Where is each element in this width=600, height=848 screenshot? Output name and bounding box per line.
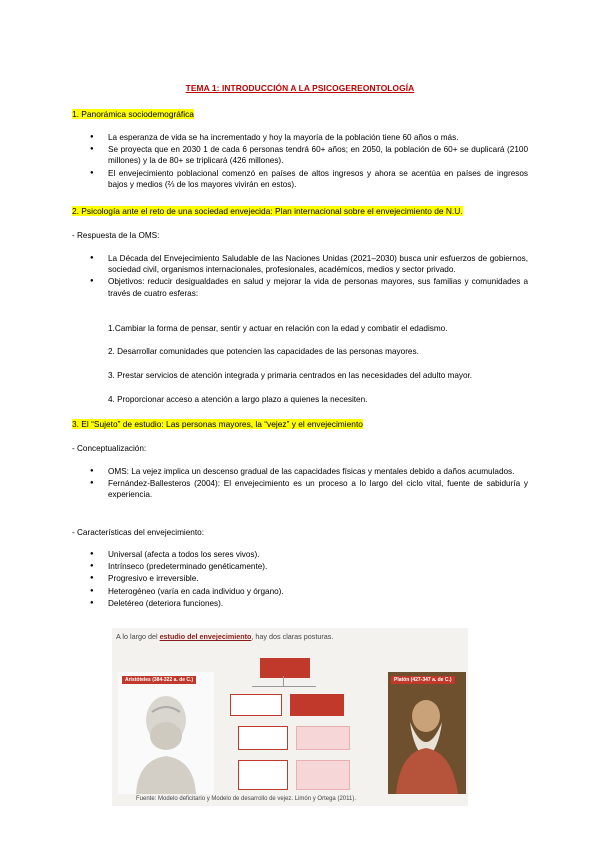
list-item: ● OMS: La vejez implica un descenso gradual de las capacidades físicas y mentales debido a daños acumulados. — [90, 466, 528, 477]
concept-list — [90, 466, 528, 502]
characteristics-intro: - Características del envejecimiento: — [72, 528, 204, 537]
diagram-root-box — [260, 658, 310, 678]
list-item: ● Objetivos: reducir desigualdades en salud y mejorar la vida de personas mayores, sus familias y comunidades a través de cuatro esferas: — [90, 276, 528, 298]
plato-portrait — [388, 672, 466, 794]
deficit-detail-box — [238, 726, 288, 750]
list-item: ● Fernández-Ballesteros (2004): El envejecimiento es un proceso a lo largo del ciclo vital, fuente de sabiduría y experiencia. — [90, 478, 528, 500]
concept-intro: - Conceptualización: — [72, 444, 147, 453]
plato-label: Platón (427-347 a. de C.) — [391, 676, 455, 684]
deficit-outcome-box — [238, 760, 288, 790]
connector — [252, 686, 316, 687]
aging-models-figure — [112, 628, 468, 806]
section2-list — [90, 253, 528, 300]
bust-icon — [118, 672, 214, 794]
section2-heading: 2. Psicología ante el reto de una sociedad envejecida: Plan internacional sobre el envejecimiento de N.U. — [72, 206, 463, 216]
figure-source: Fuente: Modelo deficitario y Modelo de desarrollo de vejez. Limón y Ortega (2011). — [136, 796, 357, 802]
list-item: ● Se proyecta que en 2030 1 de cada 6 personas tendrá 60+ años; en 2050, la población de 60+ se duplicará (2100 millones) y la de 80+ se triplicará (426 millones). — [90, 144, 528, 166]
characteristics-list — [90, 549, 528, 610]
aristotle-portrait — [118, 672, 214, 794]
numbered-item-2: 2. Desarrollar comunidades que potencien las capacidades de las personas mayores. — [108, 347, 419, 356]
aristotle-label: Aristóteles (384-322 a. de C.) — [122, 676, 196, 684]
list-item: ● Universal (afecta a todos los seres vivos). — [90, 549, 528, 560]
list-item: ● Intrínseco (predeterminado genéticamente). — [90, 561, 528, 572]
numbered-item-1: 1.Cambiar la forma de pensar, sentir y actuar en relación con la edad y combatir el edadismo. — [108, 324, 448, 333]
section1-list — [90, 132, 528, 191]
connector — [283, 676, 284, 686]
section3-heading: 3. El “Sujeto” de estudio: Las personas mayores, la “vejez” y el envejecimiento — [72, 419, 363, 429]
deficit-model-box — [230, 694, 282, 716]
list-item: ● La esperanza de vida se ha incrementado y hoy la mayoría de la población tiene 60 años o más. — [90, 132, 528, 143]
section2-intro: - Respuesta de la OMS: — [72, 231, 160, 240]
development-outcome-box — [296, 760, 350, 790]
list-item: ● Deletéreo (deteriora funciones). — [90, 598, 528, 609]
page-title: TEMA 1: INTRODUCCIÓN A LA PSICOGEREONTOLOGÍA — [185, 83, 415, 93]
numbered-item-3: 3. Prestar servicios de atención integrada y primaria centrados en las necesidades del adulto mayor. — [108, 371, 473, 380]
figure-caption: A lo largo del estudio del envejecimiento, hay dos claras posturas. — [116, 632, 334, 641]
list-item: ● El envejecimiento poblacional comenzó en países de altos ingresos y ahora se acentúa en países de ingresos bajos y medios (⅔ de los mayores vivirán en estos). — [90, 168, 528, 190]
development-model-box — [290, 694, 344, 716]
list-item: ● Heterogéneo (varía en cada individuo y órgano). — [90, 586, 528, 597]
numbered-item-4: 4. Proporcionar acceso a atención a largo plazo a quienes la necesiten. — [108, 395, 368, 404]
list-item: ● La Década del Envejecimiento Saludable de las Naciones Unidas (2021–2030) busca unir esfuerzos de gobiernos, sociedad civil, organismos internacionales, profesionales, académicos, medios y sector privado. — [90, 253, 528, 275]
list-item: ● Progresivo e irreversible. — [90, 573, 528, 584]
development-detail-box — [296, 726, 350, 750]
painting-icon — [388, 672, 466, 794]
section1-heading: 1. Panorámica sociodemográfica — [72, 109, 194, 119]
